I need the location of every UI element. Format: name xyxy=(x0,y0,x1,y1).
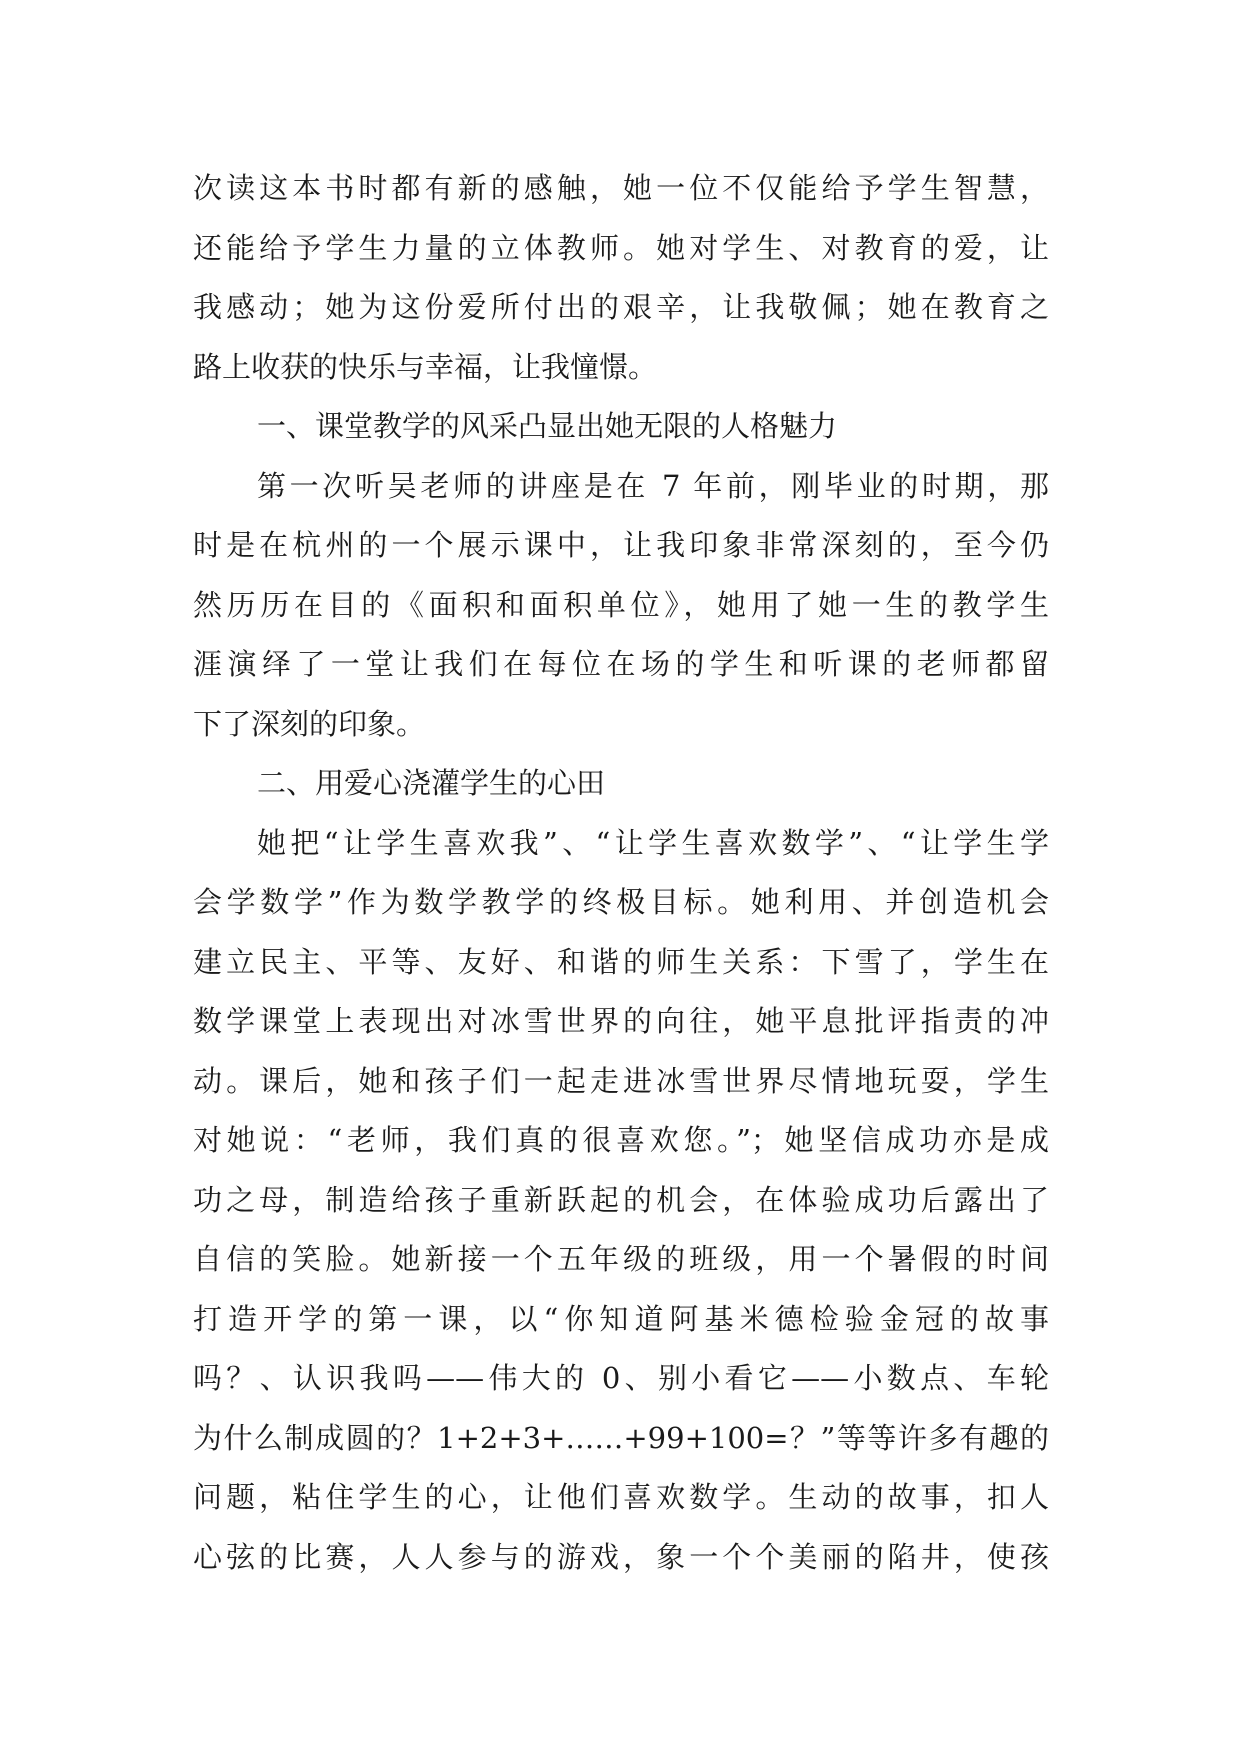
text-line: 会学数学”作为数学教学的终极目标。她利用、并创造机会 xyxy=(193,885,1049,919)
text-line: 次读这本书时都有新的感触，她一位不仅能给予学生智慧， xyxy=(193,171,1049,205)
text-line: 她把“让学生喜欢我”、“让学生喜欢数学”、“让学生学 xyxy=(257,825,1049,860)
text-line: 问题，粘住学生的心，让他们喜欢数学。生动的故事，扣人 xyxy=(193,1480,1049,1514)
text-line: 时是在杭州的一个展示课中，让我印象非常深刻的，至今仍 xyxy=(193,528,1049,562)
text-line: 还能给予学生力量的立体教师。她对学生、对教育的爱，让 xyxy=(193,230,1049,265)
text-line: 然历历在目的《面积和面积单位》，她用了她一生的教学生 xyxy=(193,587,1049,622)
text-line: 下了深刻的印象。 xyxy=(193,706,426,741)
text-line: 路上收获的快乐与幸福，让我憧憬。 xyxy=(193,349,658,384)
section-heading: 二、用爱心浇灌学生的心田 xyxy=(257,766,606,800)
section-heading: 一、课堂教学的风采凸显出她无限的人格魅力 xyxy=(257,409,838,443)
text-line: 心弦的比赛，人人参与的游戏，象一个个美丽的陷井，使孩 xyxy=(193,1539,1049,1574)
text-line: 建立民主、平等、友好、和谐的师生关系：下雪了，学生在 xyxy=(193,944,1049,979)
text-line: 功之母，制造给孩子重新跃起的机会，在体验成功后露出了 xyxy=(193,1182,1049,1217)
text-line: 我感动；她为这份爱所付出的艰辛，让我敬佩；她在教育之 xyxy=(193,290,1049,324)
document-body xyxy=(193,159,1049,1587)
text-line: 第一次听吴老师的讲座是在 7 年前，刚毕业的时期，那 xyxy=(257,468,1049,503)
text-line: 为什么制成圆的？1+2+3+……+99+100=？”等等许多有趣的 xyxy=(193,1420,1049,1455)
text-line: 吗？、认识我吗——伟大的 0、别小看它——小数点、车轮 xyxy=(193,1361,1049,1395)
text-line: 自信的笑脸。她新接一个五年级的班级，用一个暑假的时间 xyxy=(193,1242,1049,1276)
text-line: 涯演绎了一堂让我们在每位在场的学生和听课的老师都留 xyxy=(193,647,1049,681)
text-line: 打造开学的第一课，以“你知道阿基米德检验金冠的故事 xyxy=(193,1301,1049,1336)
text-line: 数学课堂上表现出对冰雪世界的向往，她平息批评指责的冲 xyxy=(193,1004,1049,1038)
text-line: 动。课后，她和孩子们一起走进冰雪世界尽情地玩耍，学生 xyxy=(193,1063,1049,1098)
text-line: 对她说：“老师，我们真的很喜欢您。”；她坚信成功亦是成 xyxy=(193,1123,1049,1157)
